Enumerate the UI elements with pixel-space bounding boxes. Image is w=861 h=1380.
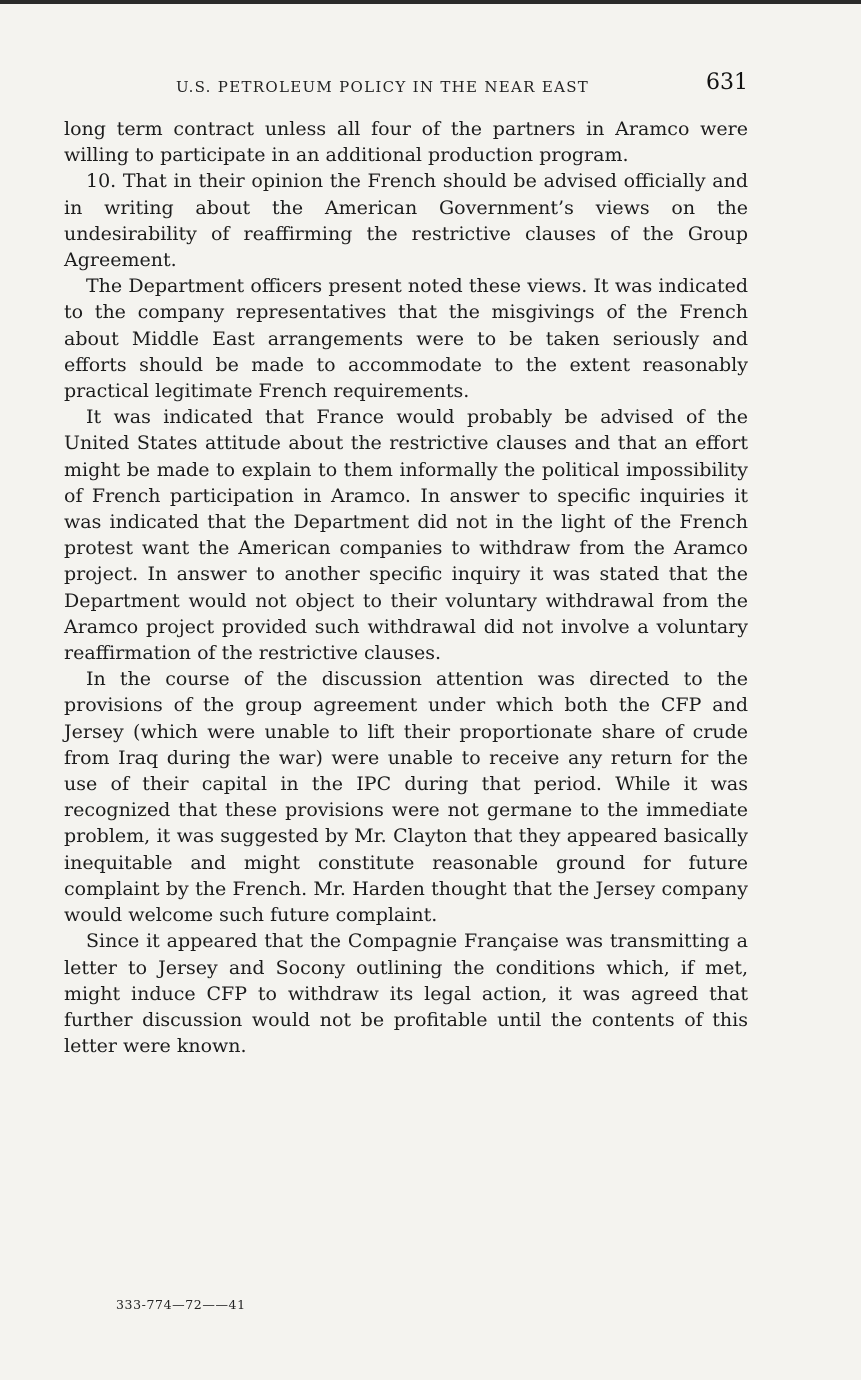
body-text: [64, 116, 748, 1059]
running-title: U.S. PETROLEUM POLICY IN THE NEAR EAST: [176, 78, 590, 96]
print-code: 333-774—72——41: [116, 1297, 246, 1312]
paragraph-department-views: The Department officers present noted these views. It was indicated to the company representatives that the misgivings of the French about Middle East arrangements were to be taken seriously and efforts should be made to accommodate to the extent reasonably practical legitimate French requirements.: [64, 275, 748, 403]
page-number: 631: [706, 70, 748, 95]
paragraph-france-advised: It was indicated that France would probably be advised of the United States attitude about the restrictive clauses and that an effort might be made to explain to them informally the political impossibility of French participation in Aramco. In answer to specific inquiries it was indicated that the Department did not in the light of the French protest want the American companies to withdraw from the Aramco project. In answer to another specific inquiry it was stated that the Department would not object to their voluntary withdrawal from the Aramco project provided such withdrawal did not involve a voluntary reaffirmation of the restrictive clauses.: [64, 406, 748, 665]
top-border-rule: [0, 0, 861, 4]
running-header: [64, 70, 748, 102]
paragraph-continuation: long term contract unless all four of the partners in Aramco were willing to participate in an additional production program.: [64, 118, 748, 167]
paragraph-point-10: 10. That in their opinion the French should be advised officially and in writing about the American Government’s views on the undesirability of reaffirming the restrictive clauses of the Group Agreement.: [64, 170, 748, 272]
paragraph-group-agreement: In the course of the discussion attention was directed to the provisions of the group agreement under which both the CFP and Jersey (which were unable to lift their proportionate share of crude from Iraq during the war) were unable to receive any return for the use of their capital in the IPC during that period. While it was recognized that these provisions were not germane to the immediate problem, it was suggested by Mr. Clayton that they appeared basically inequitable and might constitute reasonable ground for future complaint by the French. Mr. Harden thought that the Jersey company would welcome such future complaint.: [64, 668, 748, 927]
paragraph-cfp-letter: Since it appeared that the Compagnie Française was transmitting a letter to Jersey and Socony outlining the conditions which, if met, might induce CFP to withdraw its legal action, it was agreed that further discussion would not be profitable until the contents of this letter were known.: [64, 930, 748, 1058]
